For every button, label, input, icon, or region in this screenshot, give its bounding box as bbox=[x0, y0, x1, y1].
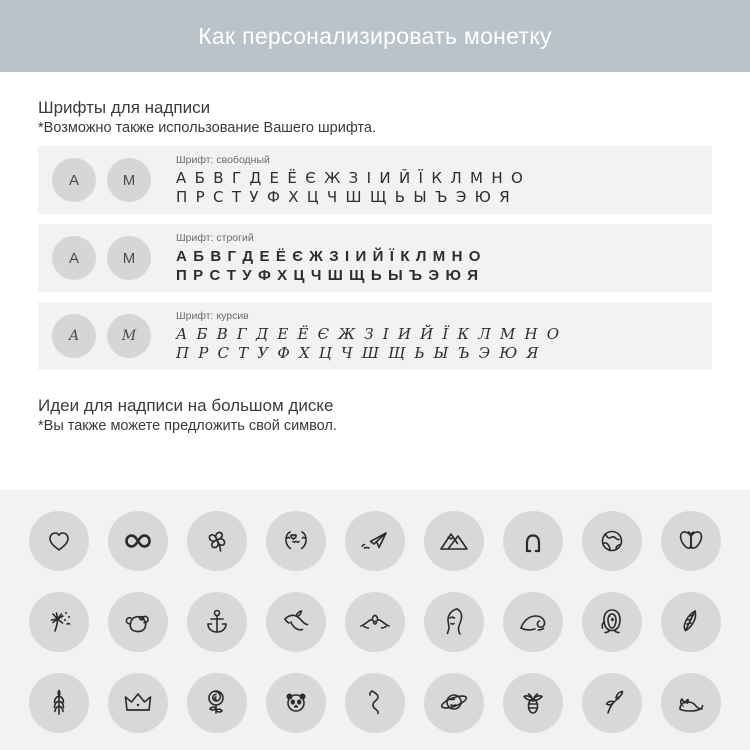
font-option-row[interactable] bbox=[38, 146, 712, 214]
fonts-section bbox=[0, 98, 750, 434]
symbol-cell[interactable] bbox=[99, 665, 176, 740]
symbol-cell[interactable] bbox=[495, 504, 572, 579]
symbol-cell[interactable] bbox=[653, 504, 730, 579]
cat-sleeping-icon[interactable] bbox=[661, 673, 721, 733]
anchor-icon[interactable] bbox=[187, 592, 247, 652]
coin-preview-uppercase: А bbox=[52, 236, 96, 280]
feather-icon[interactable] bbox=[661, 592, 721, 652]
alphabet-line-1: А Б В Г Д Е Ё Є Ж З І И Й Ї К Л М Н О bbox=[176, 324, 562, 343]
fonts-section-title: Шрифты для надписи bbox=[38, 98, 211, 117]
symbol-cell[interactable] bbox=[416, 585, 493, 660]
symbol-cell[interactable] bbox=[178, 665, 255, 740]
font-name-label: Шрифт: курсив bbox=[176, 309, 249, 322]
font-info bbox=[176, 310, 561, 363]
symbol-cell[interactable] bbox=[20, 504, 97, 579]
symbol-cell[interactable] bbox=[257, 504, 334, 579]
fonts-section-note: *Возможно также использование Вашего шрифта. bbox=[38, 120, 377, 136]
coin-preview-uppercase: А bbox=[52, 314, 96, 358]
coin-preview-letter-m: М bbox=[107, 236, 151, 280]
page-header bbox=[0, 0, 750, 72]
panda-icon[interactable] bbox=[266, 673, 326, 733]
ideas-section-note: *Вы также можете предложить свой символ. bbox=[38, 418, 337, 434]
clover-icon[interactable] bbox=[187, 511, 247, 571]
symbol-cell[interactable] bbox=[495, 585, 572, 660]
symbol-cell[interactable] bbox=[257, 585, 334, 660]
mountains-icon[interactable] bbox=[424, 511, 484, 571]
symbol-cell[interactable] bbox=[336, 665, 413, 740]
page-title: Как персонализировать монетку bbox=[198, 22, 552, 49]
bird-icon[interactable] bbox=[266, 592, 326, 652]
font-option-row[interactable] bbox=[38, 302, 712, 370]
wave-icon[interactable] bbox=[503, 592, 563, 652]
font-name-label: Шрифт: строгий bbox=[176, 231, 254, 244]
paper-plane-icon[interactable] bbox=[345, 511, 405, 571]
font-name-label: Шрифт: свободный bbox=[176, 153, 270, 166]
symbol-cell[interactable] bbox=[178, 585, 255, 660]
symbol-gallery bbox=[0, 490, 750, 750]
symbol-cell[interactable] bbox=[257, 665, 334, 740]
infinity-icon[interactable] bbox=[108, 511, 168, 571]
coin-preview-letter-m: М bbox=[107, 314, 151, 358]
planet-icon[interactable] bbox=[424, 673, 484, 733]
coin-preview-letter-m: М bbox=[107, 158, 151, 202]
wheat-icon[interactable] bbox=[29, 673, 89, 733]
coin-preview-uppercase: А bbox=[52, 158, 96, 202]
crown-icon[interactable] bbox=[108, 673, 168, 733]
sprout-icon[interactable] bbox=[582, 673, 642, 733]
alphabet-line-2: П Р С Т У Ф Х Ц Ч Ш Щ Ь Ы Ъ Э Ю Я bbox=[176, 343, 541, 362]
symbol-cell[interactable] bbox=[20, 665, 97, 740]
symbol-cell[interactable] bbox=[653, 665, 730, 740]
bee-icon[interactable] bbox=[503, 673, 563, 733]
globe-icon[interactable] bbox=[582, 511, 642, 571]
font-option-row[interactable] bbox=[38, 224, 712, 292]
symbol-cell[interactable] bbox=[574, 585, 651, 660]
symbol-cell[interactable] bbox=[574, 504, 651, 579]
symbol-cell[interactable] bbox=[574, 665, 651, 740]
map-route-icon[interactable] bbox=[345, 673, 405, 733]
alphabet-line-1: А Б В Г Д Е Ё Є Ж З І И Й Ї К Л М Н О bbox=[176, 168, 525, 187]
face-profile-icon[interactable] bbox=[424, 592, 484, 652]
ideas-section-title: Идеи для надписи на большом диске bbox=[38, 396, 334, 415]
alphabet-line-2: П Р С Т У Ф Х Ц Ч Ш Щ Ь Ы Ъ Э Ю Я bbox=[176, 266, 480, 284]
symbol-cell[interactable] bbox=[99, 585, 176, 660]
butterfly-icon[interactable] bbox=[661, 511, 721, 571]
rose-icon[interactable] bbox=[187, 673, 247, 733]
symbol-cell[interactable] bbox=[653, 585, 730, 660]
font-info bbox=[176, 154, 525, 207]
symbol-cell[interactable] bbox=[99, 504, 176, 579]
dandelion-icon[interactable] bbox=[29, 592, 89, 652]
penguin-icon[interactable] bbox=[582, 592, 642, 652]
symbol-cell[interactable] bbox=[20, 585, 97, 660]
alphabet-line-1: А Б В Г Д Е Ё Є Ж З І И Й Ї К Л М Н О bbox=[176, 247, 482, 265]
font-info bbox=[176, 232, 482, 285]
mouse-heart-icon[interactable] bbox=[108, 592, 168, 652]
heart-icon[interactable] bbox=[29, 511, 89, 571]
kiss-faces-icon[interactable] bbox=[266, 511, 326, 571]
alphabet-line-2: П Р С Т У Ф Х Ц Ч Ш Щ Ь Ы Ъ Э Ю Я bbox=[176, 187, 512, 206]
holding-hands-icon[interactable] bbox=[345, 592, 405, 652]
horseshoe-icon[interactable] bbox=[503, 511, 563, 571]
symbol-cell[interactable] bbox=[336, 504, 413, 579]
symbol-cell[interactable] bbox=[178, 504, 255, 579]
symbol-cell[interactable] bbox=[416, 504, 493, 579]
symbol-cell[interactable] bbox=[495, 665, 572, 740]
symbol-cell[interactable] bbox=[416, 665, 493, 740]
symbol-grid bbox=[20, 504, 730, 740]
symbol-cell[interactable] bbox=[336, 585, 413, 660]
